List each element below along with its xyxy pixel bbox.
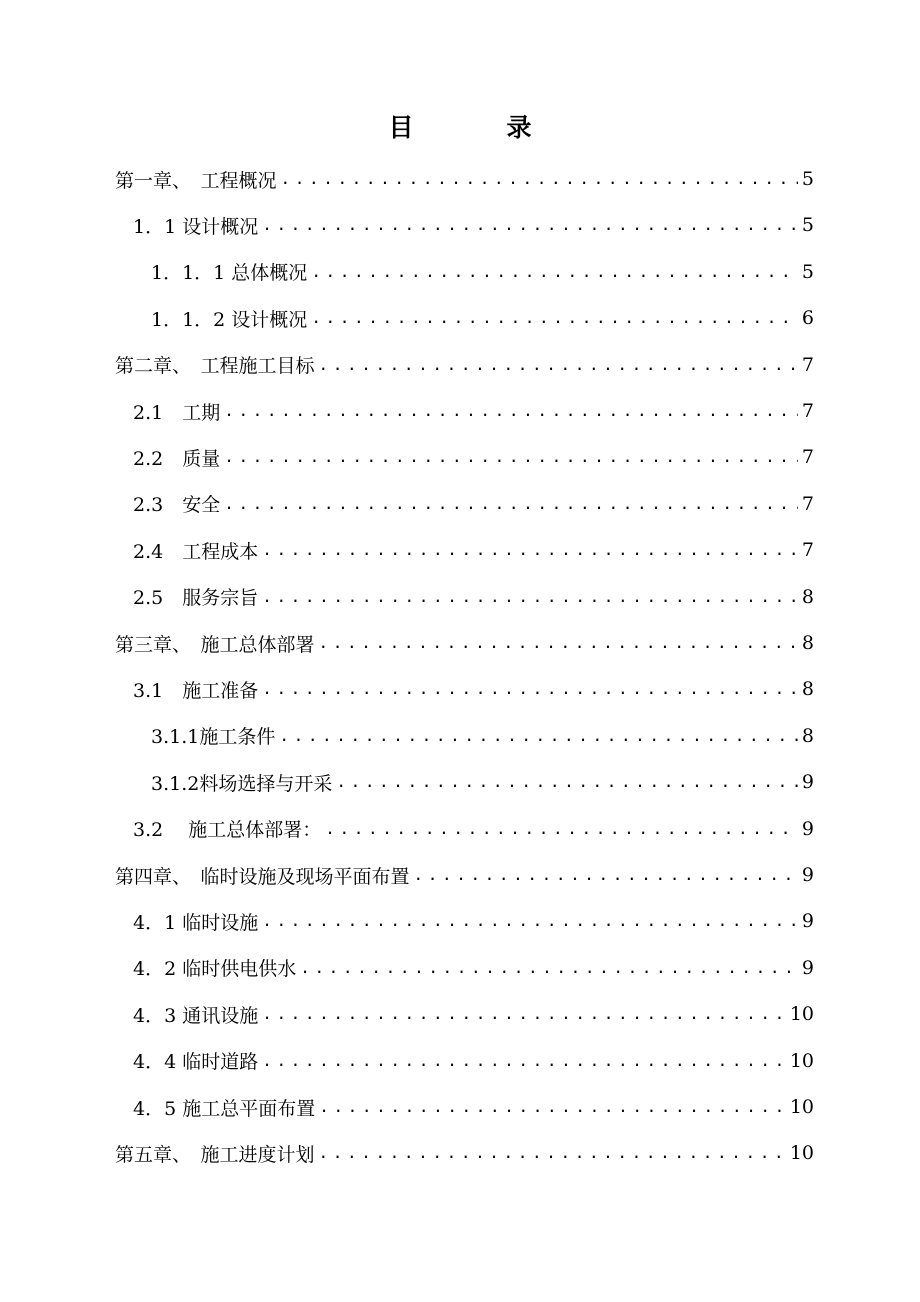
toc-entry[interactable]	[133, 574, 814, 620]
toc-entry-page-number: 7	[801, 539, 814, 562]
toc-entry-page-number: 5	[801, 214, 814, 237]
toc-entry-label: 3.2 施工总体部署：	[133, 819, 322, 842]
toc-entry[interactable]	[115, 156, 814, 202]
toc-entry-label: 4．5 施工总平面布置	[133, 1097, 316, 1120]
toc-entry[interactable]	[151, 295, 814, 341]
toc-leader-dots	[325, 806, 798, 852]
toc-entry[interactable]	[115, 620, 814, 666]
toc-entry-page-number: 7	[801, 446, 814, 469]
toc-entry-page-number: 10	[789, 1003, 814, 1026]
toc-leader-dots	[319, 620, 798, 666]
toc-leader-dots	[262, 1038, 786, 1084]
toc-leader-dots	[224, 388, 798, 434]
toc-entry-label: 3.1.1施工条件	[151, 726, 276, 749]
toc-entry[interactable]	[133, 481, 814, 527]
toc-entry-label: 3.1.2料场选择与开采	[151, 772, 333, 795]
toc-entry-page-number: 10	[789, 1142, 814, 1165]
toc-entry-label: 2.4 工程成本	[133, 540, 259, 563]
toc-entry-label: 4．2 临时供电供水	[133, 958, 297, 981]
toc-entry-label: 3.1 施工准备	[133, 679, 259, 702]
toc-leader-dots	[319, 1084, 786, 1130]
toc-leader-dots	[262, 991, 786, 1037]
toc-entry-label: 1．1．2 设计概况	[151, 308, 308, 331]
toc-entry-page-number: 8	[801, 724, 814, 747]
toc-entry[interactable]	[151, 249, 814, 295]
toc-entry-label: 第五章、 施工进度计划	[115, 1143, 315, 1166]
toc-leader-dots	[319, 1130, 786, 1176]
toc-entry-label: 1．1 设计概况	[133, 215, 259, 238]
toc-entry-label: 第四章、 临时设施及现场平面布置	[115, 865, 410, 888]
toc-leader-dots	[311, 249, 798, 295]
toc-leader-dots	[262, 527, 798, 573]
toc-entry-page-number: 10	[789, 1049, 814, 1072]
toc-entry[interactable]	[133, 434, 814, 480]
toc-leader-dots	[279, 713, 798, 759]
toc-entry[interactable]	[133, 527, 814, 573]
toc-entry[interactable]	[133, 666, 814, 712]
toc-entry-page-number: 8	[801, 585, 814, 608]
toc-entry-label: 4．4 临时道路	[133, 1051, 259, 1074]
toc-entry[interactable]	[115, 342, 814, 388]
toc-entry-label: 2.1 工期	[133, 401, 221, 424]
toc-entry-label: 2.2 质量	[133, 447, 221, 470]
toc-entry[interactable]	[133, 898, 814, 944]
toc-leader-dots	[336, 759, 798, 805]
toc-entry[interactable]	[133, 1084, 814, 1130]
toc-leader-dots	[414, 852, 798, 898]
toc-leader-dots	[311, 295, 798, 341]
toc-entry-page-number: 5	[801, 260, 814, 283]
toc-entry[interactable]	[133, 1038, 814, 1084]
toc-entry-page-number: 10	[789, 1096, 814, 1118]
toc-entry-page-number: 5	[801, 168, 814, 190]
toc-entry-label: 1．1．1 总体概况	[151, 262, 308, 285]
toc-entry-page-number: 8	[801, 678, 814, 701]
toc-entry[interactable]	[115, 852, 814, 898]
toc-entry-page-number: 9	[801, 956, 814, 979]
toc-entry-label: 第二章、 工程施工目标	[115, 355, 315, 378]
toc-entry[interactable]	[133, 202, 814, 248]
toc-leader-dots	[262, 898, 798, 944]
toc-title: 目 录	[388, 113, 566, 142]
toc-leader-dots	[262, 202, 798, 248]
toc-entry-label: 第三章、 施工总体部署	[115, 633, 315, 656]
toc-entry-page-number: 7	[801, 492, 814, 515]
toc-entry[interactable]	[151, 713, 814, 759]
toc-leader-dots	[262, 574, 798, 620]
toc-entry-label: 2.5 服务宗旨	[133, 587, 259, 610]
toc-entry[interactable]	[133, 388, 814, 434]
toc-entry-page-number: 6	[801, 307, 814, 330]
toc-entry-label: 4．1 临时设施	[133, 911, 259, 934]
toc-entry-page-number: 7	[801, 400, 814, 422]
toc-entry[interactable]	[115, 1130, 814, 1176]
toc-entry-page-number: 7	[801, 353, 814, 376]
toc-leader-dots	[300, 945, 798, 991]
toc-leader-dots	[224, 434, 798, 480]
toc-entry-page-number: 9	[801, 817, 814, 840]
toc-leader-dots	[319, 342, 798, 388]
toc-entry-page-number: 9	[801, 864, 814, 886]
toc-entry-page-number: 9	[801, 910, 814, 933]
toc-entry-page-number: 9	[801, 771, 814, 794]
toc-leader-dots	[281, 156, 798, 202]
toc-entry[interactable]	[133, 991, 814, 1037]
toc-entry[interactable]	[133, 945, 814, 991]
toc-entry-label: 第一章、 工程概况	[115, 169, 277, 192]
toc-entry-label: 4．3 通讯设施	[133, 1004, 259, 1027]
toc-entry-label: 2.3 安全	[133, 494, 221, 517]
toc-entry[interactable]	[151, 759, 814, 805]
toc-leader-dots	[224, 481, 798, 527]
toc-entry-page-number: 8	[801, 632, 814, 654]
toc-leader-dots	[262, 666, 798, 712]
toc-entry[interactable]	[133, 806, 814, 852]
